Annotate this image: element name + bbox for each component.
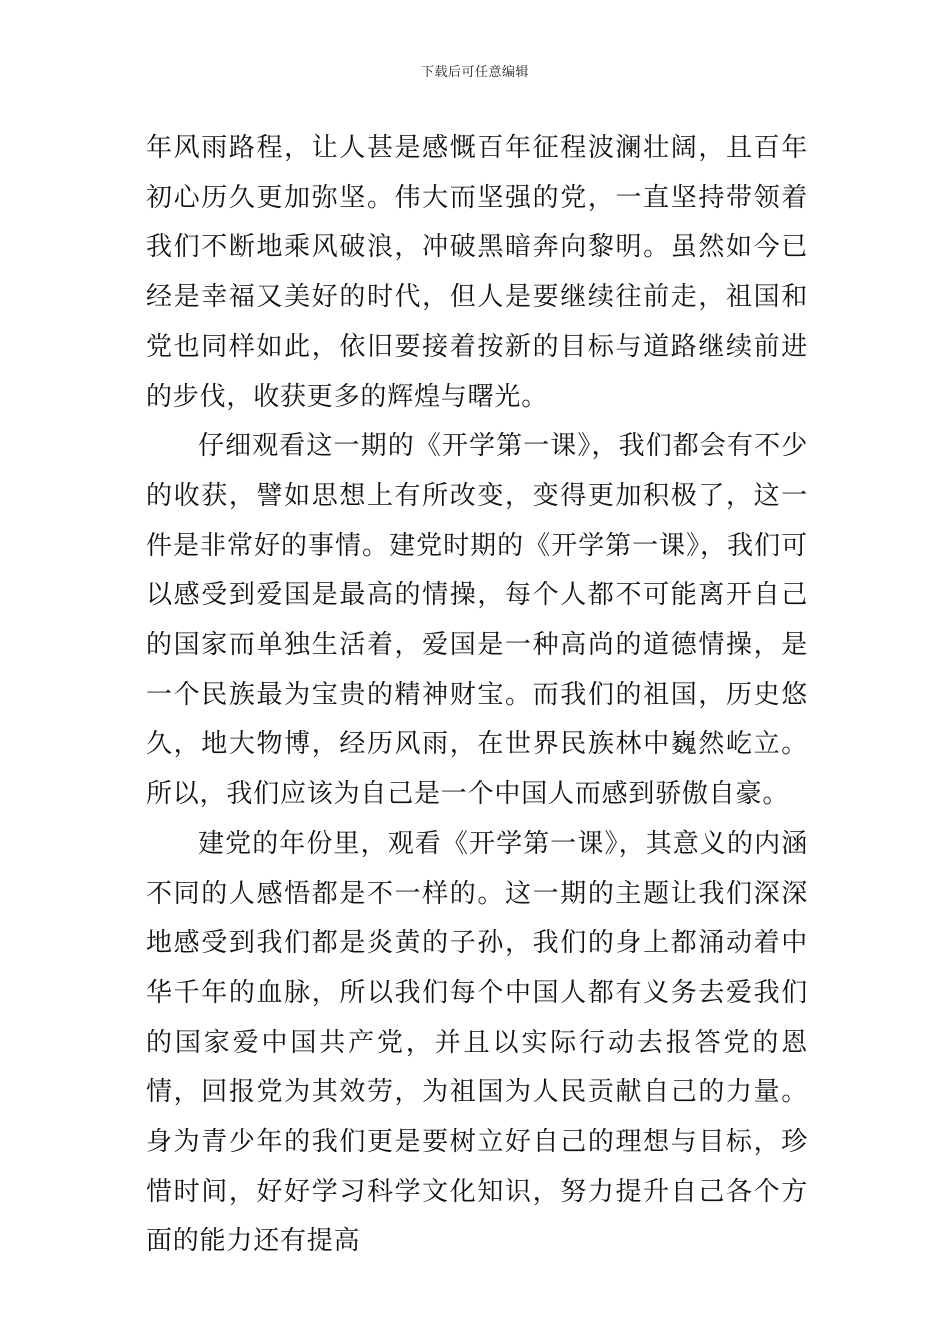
paragraph-3: 建党的年份里，观看《开学第一课》，其意义的内涵不同的人感悟都是不一样的。这一期的主题让我们深深地感受到我们都是炎黄的子孙，我们的身上都涌动着中华千年的血脉，所以我们每个中国人都有义务去爱我们的国家爱中国共产党，并且以实际行动去报答党的恩情，回报党为其效劳，为祖国为人民贡献自己的力量。身为青少年的我们更是要树立好自己的理想与目标，珍惜时间，好好学习科学文化知识，努力提升自己各个方面的能力还有提高: [146, 828, 808, 1257]
paragraph-1: 年风雨路程，让人甚是感慨百年征程波澜壮阔，且百年初心历久更加弥坚。伟大而坚强的党，一直坚持带领着我们不断地乘风破浪，冲破黑暗奔向黎明。虽然如今已经是幸福又美好的时代，但人是要继续往前走，祖国和党也同样如此，依旧要接着按新的目标与道路继续前进的步伐，收获更多的辉煌与曙光。: [146, 133, 808, 412]
document-body: [146, 124, 808, 1267]
page-header: 下载后可任意编辑: [420, 65, 529, 80]
paragraph-2: 仔细观看这一期的《开学第一课》，我们都会有不少的收获，譬如思想上有所改变，变得更加积极了，这一件是非常好的事情。建党时期的《开学第一课》，我们可以感受到爱国是最高的情操，每个人都不可能离开自己的国家而单独生活着，爱国是一种高尚的道德情操，是一个民族最为宝贵的精神财宝。而我们的祖国，历史悠久，地大物博，经历风雨，在世界民族林中巍然屹立。所以，我们应该为自己是一个中国人而感到骄傲自豪。: [146, 431, 808, 810]
